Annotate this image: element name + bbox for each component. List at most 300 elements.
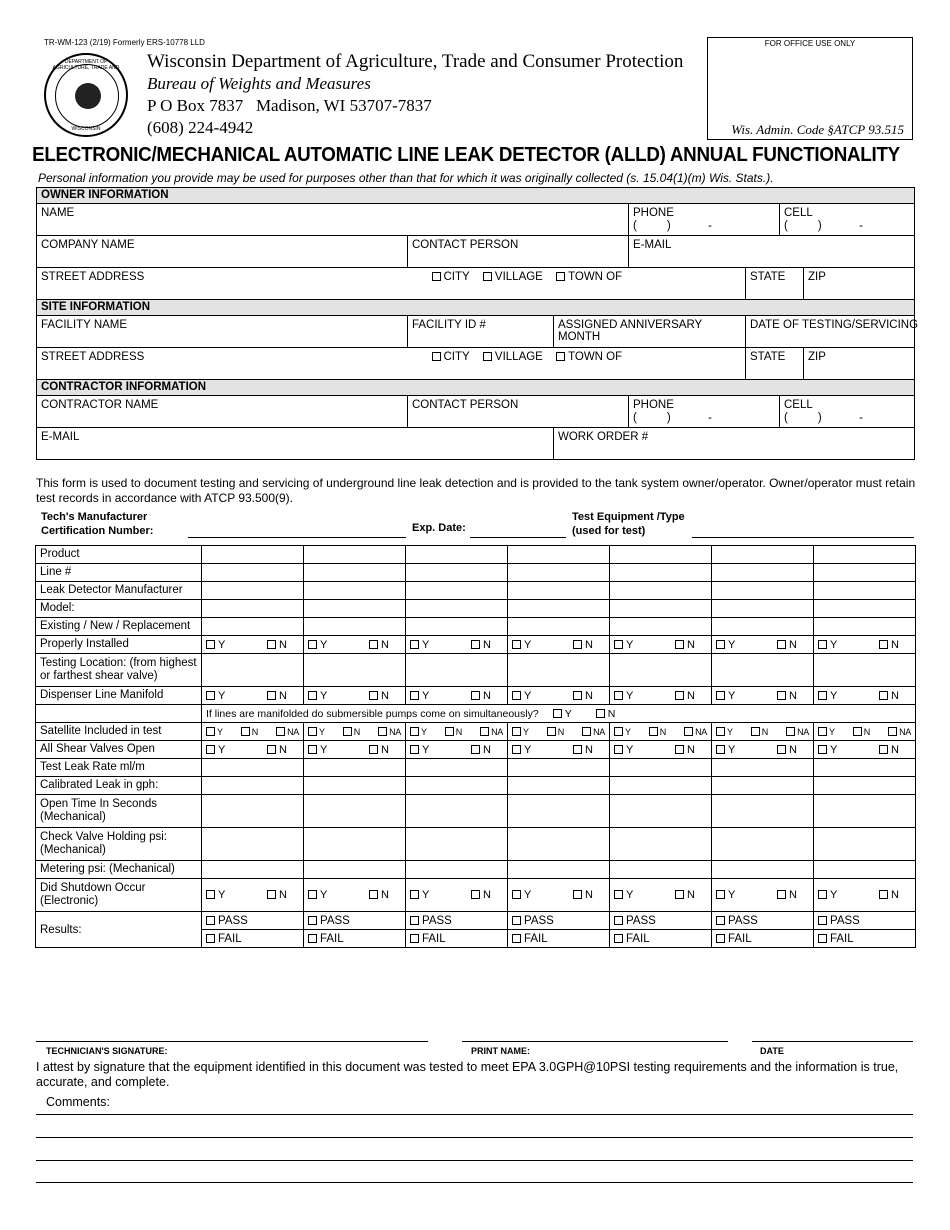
bureau-name: Bureau of Weights and Measures (147, 74, 371, 93)
grid-input-cell[interactable] (712, 861, 814, 879)
row-label: Metering psi: (Mechanical) (36, 861, 202, 879)
grid-input-cell[interactable] (814, 828, 916, 861)
row-label: Line # (36, 564, 202, 582)
no-checkbox[interactable]: N (853, 727, 870, 737)
no-checkbox[interactable]: N (879, 690, 899, 702)
grid-input-cell[interactable] (508, 654, 610, 687)
grid-input-cell[interactable] (712, 582, 814, 600)
grid-row-leak-rate (36, 759, 916, 777)
no-checkbox[interactable]: N (267, 889, 287, 901)
no-checkbox[interactable]: N (675, 889, 695, 901)
grid-yn-cell (304, 741, 406, 759)
yes-checkbox[interactable]: Y (716, 889, 735, 901)
row-label: Product (36, 546, 202, 564)
contractor-section-header: CONTRACTOR INFORMATION (37, 380, 915, 396)
row-label: Did Shutdown Occur (Electronic) (36, 879, 202, 912)
grid-row-location (36, 654, 916, 687)
site-section-header: SITE INFORMATION (37, 300, 915, 316)
no-checkbox[interactable]: N (879, 889, 899, 901)
grid-input-cell[interactable] (610, 795, 712, 828)
grid-input-cell[interactable] (712, 618, 814, 636)
yes-checkbox[interactable]: Y (410, 727, 427, 737)
grid-input-cell[interactable] (304, 600, 406, 618)
owner-state-field[interactable]: STATE (746, 268, 804, 300)
grid-ynna-cell (406, 723, 508, 741)
no-checkbox[interactable]: N (675, 744, 695, 756)
grid-input-cell[interactable] (712, 600, 814, 618)
grid-yn-cell (814, 687, 916, 705)
no-checkbox[interactable]: N (777, 889, 797, 901)
grid-input-cell[interactable] (202, 618, 304, 636)
owner-city-checkbox[interactable]: CITY (432, 271, 470, 283)
grid-yn-cell (508, 636, 610, 654)
no-checkbox[interactable]: N (471, 639, 491, 651)
grid-ynna-cell (814, 723, 916, 741)
test-equipment-label: Test Equipment /Type (used for test) (572, 511, 685, 537)
grid-input-cell[interactable] (712, 759, 814, 777)
row-label: Calibrated Leak in gph: (36, 777, 202, 795)
contractor-cell-field[interactable]: CELL ( ) - (780, 396, 915, 428)
owner-street-field[interactable]: STREET ADDRESS (37, 268, 408, 300)
fail-checkbox[interactable]: FAIL (304, 930, 406, 948)
fail-checkbox[interactable]: FAIL (610, 930, 712, 948)
grid-input-cell[interactable] (814, 600, 916, 618)
grid-yn-cell (202, 879, 304, 912)
grid-input-cell[interactable] (406, 828, 508, 861)
grid-input-cell[interactable] (202, 759, 304, 777)
yes-checkbox[interactable]: Y (614, 744, 633, 756)
grid-input-cell[interactable] (814, 582, 916, 600)
grid-input-cell[interactable] (814, 795, 916, 828)
grid-input-cell[interactable] (304, 564, 406, 582)
yes-checkbox[interactable]: Y (614, 889, 633, 901)
no-checkbox[interactable]: N (573, 690, 593, 702)
pass-checkbox[interactable]: PASS (610, 912, 712, 930)
grid-row-existing (36, 618, 916, 636)
grid-input-cell[interactable] (814, 861, 916, 879)
owner-cell-field[interactable]: CELL ( ) - (780, 204, 915, 236)
yes-checkbox[interactable]: Y (206, 889, 225, 901)
row-label: Testing Location: (from highest or farthest shear valve) (36, 654, 202, 687)
yes-checkbox[interactable]: Y (614, 639, 633, 651)
owner-municipality (408, 268, 746, 300)
state-seal-logo (44, 53, 128, 137)
grid-yn-cell (712, 741, 814, 759)
yes-checkbox[interactable]: Y (308, 639, 327, 651)
comments-line-2[interactable] (36, 1137, 913, 1138)
yes-checkbox[interactable]: Y (614, 690, 633, 702)
grid-input-cell[interactable] (712, 828, 814, 861)
form-purpose-note: This form is used to document testing and servicing of underground line leak detection and is provided to the tank system owner/operator. Owner/operator must retain test records in accordance with ATCP 93.500(9). (36, 476, 916, 505)
date-label: DATE (760, 1046, 784, 1056)
grid-input-cell[interactable] (202, 828, 304, 861)
comments-line-4[interactable] (36, 1182, 913, 1183)
grid-input-cell[interactable] (712, 795, 814, 828)
na-checkbox[interactable]: NA (276, 727, 299, 737)
grid-input-cell[interactable] (712, 564, 814, 582)
fail-checkbox[interactable]: FAIL (712, 930, 814, 948)
site-street-field[interactable]: STREET ADDRESS (37, 348, 408, 380)
yes-checkbox[interactable]: Y (614, 727, 631, 737)
grid-row-manifold-question (36, 705, 916, 723)
contractor-phone-field[interactable]: PHONE ( ) - (629, 396, 780, 428)
grid-row-product (36, 546, 916, 564)
work-order-field[interactable]: WORK ORDER # (554, 428, 915, 460)
grid-input-cell[interactable] (508, 861, 610, 879)
print-name-label: PRINT NAME: (471, 1046, 530, 1056)
grid-input-cell[interactable] (610, 582, 712, 600)
grid-input-cell[interactable] (406, 759, 508, 777)
yes-checkbox[interactable]: Y (716, 639, 735, 651)
grid-yn-cell (814, 879, 916, 912)
row-label: All Shear Valves Open (36, 741, 202, 759)
grid-yn-cell (508, 741, 610, 759)
grid-input-cell[interactable] (406, 564, 508, 582)
grid-input-cell[interactable] (202, 564, 304, 582)
grid-yn-cell (712, 636, 814, 654)
grid-input-cell[interactable] (508, 618, 610, 636)
manifold-no-checkbox[interactable]: N (596, 708, 616, 720)
technician-signature-input[interactable] (36, 1040, 428, 1042)
yes-checkbox[interactable]: Y (206, 727, 223, 737)
owner-phone-field[interactable]: PHONE ( ) - (629, 204, 780, 236)
print-name-input[interactable] (462, 1040, 728, 1042)
no-checkbox[interactable]: N (445, 727, 462, 737)
grid-yn-cell (610, 741, 712, 759)
grid-yn-cell (712, 687, 814, 705)
pass-checkbox[interactable]: PASS (508, 912, 610, 930)
signature-date-input[interactable] (752, 1040, 913, 1042)
grid-input-cell[interactable] (304, 582, 406, 600)
yes-checkbox[interactable]: Y (818, 727, 835, 737)
site-zip-field[interactable]: ZIP (804, 348, 915, 380)
no-checkbox[interactable]: N (573, 744, 593, 756)
yes-checkbox[interactable]: Y (308, 727, 325, 737)
grid-row-metering (36, 861, 916, 879)
grid-input-cell[interactable] (814, 564, 916, 582)
no-checkbox[interactable]: N (777, 639, 797, 651)
grid-input-cell[interactable] (814, 759, 916, 777)
no-checkbox[interactable]: N (369, 639, 389, 651)
grid-input-cell[interactable] (610, 861, 712, 879)
tech-cert-input[interactable] (188, 536, 406, 538)
grid-input-cell[interactable] (610, 777, 712, 795)
yes-checkbox[interactable]: Y (716, 727, 733, 737)
yes-checkbox[interactable]: Y (308, 690, 327, 702)
manifold-question: If lines are manifolded do submersible pumps come on simultaneously? Y N (202, 705, 916, 723)
na-checkbox[interactable]: NA (378, 727, 401, 737)
no-checkbox[interactable]: N (573, 639, 593, 651)
grid-input-cell[interactable] (610, 654, 712, 687)
form-id: TR-WM-123 (2/19) Formerly ERS-10778 LLD (44, 38, 205, 47)
site-village-checkbox[interactable]: VILLAGE (483, 351, 543, 363)
grid-yn-cell (610, 687, 712, 705)
owner-company-field[interactable]: COMPANY NAME (37, 236, 408, 268)
grid-input-cell[interactable] (814, 618, 916, 636)
no-checkbox[interactable]: N (675, 639, 695, 651)
grid-yn-cell (304, 687, 406, 705)
na-checkbox[interactable]: NA (684, 727, 707, 737)
grid-yn-cell (406, 741, 508, 759)
grid-yn-cell (202, 741, 304, 759)
no-checkbox[interactable]: N (573, 889, 593, 901)
pass-checkbox[interactable]: PASS (202, 912, 304, 930)
yes-checkbox[interactable]: Y (206, 690, 225, 702)
grid-yn-cell (610, 636, 712, 654)
yes-checkbox[interactable]: Y (308, 744, 327, 756)
seal-top-text: DEPARTMENT OF AGRICULTURE, TRADE AND (52, 59, 120, 71)
na-checkbox[interactable]: NA (786, 727, 809, 737)
fail-checkbox[interactable]: FAIL (202, 930, 304, 948)
no-checkbox[interactable]: N (751, 727, 768, 737)
owner-village-checkbox[interactable]: VILLAGE (483, 271, 543, 283)
test-results-grid (35, 545, 916, 948)
yes-checkbox[interactable]: Y (410, 744, 429, 756)
grid-input-cell[interactable] (508, 564, 610, 582)
yes-checkbox[interactable]: Y (512, 889, 531, 901)
row-label: Results: (36, 912, 202, 948)
agency-phone: (608) 224-4942 (147, 118, 254, 137)
grid-ynna-cell (508, 723, 610, 741)
grid-yn-cell (304, 636, 406, 654)
exp-date-input[interactable] (470, 536, 566, 538)
grid-yn-cell (304, 879, 406, 912)
owner-town-checkbox[interactable]: TOWN OF (556, 271, 622, 283)
grid-yn-cell (406, 687, 508, 705)
grid-input-cell[interactable] (406, 654, 508, 687)
no-checkbox[interactable]: N (777, 744, 797, 756)
office-use-label: FOR OFFICE USE ONLY (764, 39, 856, 48)
no-checkbox[interactable]: N (369, 690, 389, 702)
row-label: Satellite Included in test (36, 723, 202, 741)
date-testing-field[interactable]: DATE OF TESTING/SERVICING (746, 316, 915, 348)
yes-checkbox[interactable]: Y (818, 889, 837, 901)
grid-input-cell[interactable] (406, 795, 508, 828)
row-label: Leak Detector Manufacturer (36, 582, 202, 600)
grid-input-cell[interactable] (202, 600, 304, 618)
contractor-email-field[interactable]: E-MAIL (37, 428, 554, 460)
grid-input-cell[interactable] (712, 777, 814, 795)
contractor-name-field[interactable]: CONTRACTOR NAME (37, 396, 408, 428)
grid-row-manifold (36, 687, 916, 705)
owner-name-field[interactable]: NAME (37, 204, 629, 236)
no-checkbox[interactable]: N (267, 639, 287, 651)
contractor-contact-field[interactable]: CONTACT PERSON (408, 396, 629, 428)
grid-yn-cell (202, 636, 304, 654)
yes-checkbox[interactable]: Y (716, 744, 735, 756)
owner-contact-field[interactable]: CONTACT PERSON (408, 236, 629, 268)
no-checkbox[interactable]: N (547, 727, 564, 737)
grid-input-cell[interactable] (712, 546, 814, 564)
no-checkbox[interactable]: N (675, 690, 695, 702)
grid-row-shear (36, 741, 916, 759)
site-city-checkbox[interactable]: CITY (432, 351, 470, 363)
site-state-field[interactable]: STATE (746, 348, 804, 380)
grid-input-cell[interactable] (610, 618, 712, 636)
grid-row-model (36, 600, 916, 618)
no-checkbox[interactable]: N (343, 727, 360, 737)
na-checkbox[interactable]: NA (582, 727, 605, 737)
yes-checkbox[interactable]: Y (308, 889, 327, 901)
grid-input-cell[interactable] (610, 564, 712, 582)
grid-yn-cell (712, 879, 814, 912)
yes-checkbox[interactable]: Y (410, 889, 429, 901)
grid-input-cell[interactable] (610, 828, 712, 861)
pass-checkbox[interactable]: PASS (304, 912, 406, 930)
grid-input-cell[interactable] (508, 828, 610, 861)
row-label: Check Valve Holding psi: (Mechanical) (36, 828, 202, 861)
grid-input-cell[interactable] (202, 795, 304, 828)
office-use-box (707, 37, 913, 140)
grid-cell-blank (36, 705, 202, 723)
info-table (36, 187, 919, 460)
agency-address: P O Box 7837 Madison, WI 53707-7837 (147, 96, 432, 115)
grid-input-cell[interactable] (304, 546, 406, 564)
grid-ynna-cell (202, 723, 304, 741)
facility-id-field[interactable]: FACILITY ID # (408, 316, 554, 348)
no-checkbox[interactable]: N (369, 744, 389, 756)
no-checkbox[interactable]: N (471, 690, 491, 702)
grid-input-cell[interactable] (304, 861, 406, 879)
grid-yn-cell (406, 636, 508, 654)
fail-checkbox[interactable]: FAIL (814, 930, 916, 948)
test-equipment-input[interactable] (692, 536, 914, 538)
grid-row-results-pass (36, 912, 916, 930)
grid-input-cell[interactable] (406, 600, 508, 618)
seal-bottom-text: WISCONSIN (71, 126, 101, 132)
anniversary-month-field[interactable]: ASSIGNED ANNIVERSARY MONTH (554, 316, 746, 348)
pass-checkbox[interactable]: PASS (406, 912, 508, 930)
grid-input-cell[interactable] (304, 654, 406, 687)
grid-row-satellite (36, 723, 916, 741)
no-checkbox[interactable]: N (777, 690, 797, 702)
owner-zip-field[interactable]: ZIP (804, 268, 915, 300)
yes-checkbox[interactable]: Y (206, 744, 225, 756)
site-town-checkbox[interactable]: TOWN OF (556, 351, 622, 363)
grid-input-cell[interactable] (508, 795, 610, 828)
no-checkbox[interactable]: N (471, 889, 491, 901)
grid-input-cell[interactable] (814, 546, 916, 564)
grid-input-cell[interactable] (406, 618, 508, 636)
attestation-text: I attest by signature that the equipment identified in this document was tested to meet EPA 3.0GPH@10PSI testing requirements and the information is true, accurate, and complete. (36, 1060, 899, 1089)
grid-input-cell[interactable] (508, 582, 610, 600)
grid-row-manufacturer (36, 582, 916, 600)
row-label: Model: (36, 600, 202, 618)
grid-input-cell[interactable] (508, 546, 610, 564)
grid-input-cell[interactable] (202, 582, 304, 600)
grid-input-cell[interactable] (610, 546, 712, 564)
comments-label: Comments: (46, 1095, 110, 1109)
facility-name-field[interactable]: FACILITY NAME (37, 316, 408, 348)
grid-input-cell[interactable] (202, 546, 304, 564)
manifold-yes-checkbox[interactable]: Y (553, 708, 572, 720)
yes-checkbox[interactable]: Y (512, 690, 531, 702)
grid-row-open-time (36, 795, 916, 828)
no-checkbox[interactable]: N (267, 744, 287, 756)
na-checkbox[interactable]: NA (888, 727, 911, 737)
comments-line-1[interactable] (36, 1114, 913, 1115)
yes-checkbox[interactable]: Y (512, 744, 531, 756)
grid-row-calibrated (36, 777, 916, 795)
grid-input-cell[interactable] (406, 777, 508, 795)
no-checkbox[interactable]: N (267, 690, 287, 702)
no-checkbox[interactable]: N (471, 744, 491, 756)
owner-email-field[interactable]: E-MAIL (629, 236, 915, 268)
pass-checkbox[interactable]: PASS (712, 912, 814, 930)
grid-input-cell[interactable] (814, 777, 916, 795)
technician-signature-label: TECHNICIAN'S SIGNATURE: (46, 1046, 168, 1056)
grid-row-installed (36, 636, 916, 654)
na-checkbox[interactable]: NA (480, 727, 503, 737)
owner-section-header: OWNER INFORMATION (37, 188, 915, 204)
yes-checkbox[interactable]: Y (410, 639, 429, 651)
admin-code: Wis. Admin. Code §ATCP 93.515 (731, 122, 904, 137)
grid-input-cell[interactable] (304, 795, 406, 828)
grid-input-cell[interactable] (406, 546, 508, 564)
yes-checkbox[interactable]: Y (410, 690, 429, 702)
grid-input-cell[interactable] (406, 861, 508, 879)
yes-checkbox[interactable]: Y (818, 690, 837, 702)
grid-row-shutdown (36, 879, 916, 912)
exp-date-label: Exp. Date: (412, 522, 466, 534)
yes-checkbox[interactable]: Y (818, 744, 837, 756)
no-checkbox[interactable]: N (649, 727, 666, 737)
grid-input-cell[interactable] (304, 828, 406, 861)
grid-input-cell[interactable] (304, 759, 406, 777)
grid-input-cell[interactable] (508, 600, 610, 618)
grid-yn-cell (814, 636, 916, 654)
grid-input-cell[interactable] (304, 618, 406, 636)
grid-yn-cell (508, 879, 610, 912)
grid-ynna-cell (304, 723, 406, 741)
fail-checkbox[interactable]: FAIL (406, 930, 508, 948)
grid-input-cell[interactable] (610, 759, 712, 777)
no-checkbox[interactable]: N (879, 639, 899, 651)
yes-checkbox[interactable]: Y (512, 727, 529, 737)
grid-input-cell[interactable] (202, 777, 304, 795)
grid-input-cell[interactable] (304, 777, 406, 795)
row-label: Existing / New / Replacement (36, 618, 202, 636)
no-checkbox[interactable]: N (879, 744, 899, 756)
no-checkbox[interactable]: N (241, 727, 258, 737)
grid-yn-cell (508, 687, 610, 705)
yes-checkbox[interactable]: Y (818, 639, 837, 651)
grid-ynna-cell (712, 723, 814, 741)
grid-row-line (36, 564, 916, 582)
grid-input-cell[interactable] (508, 777, 610, 795)
fail-checkbox[interactable]: FAIL (508, 930, 610, 948)
tech-cert-label: Tech's Manufacturer Certification Number: (41, 511, 154, 537)
grid-input-cell[interactable] (202, 861, 304, 879)
grid-input-cell[interactable] (508, 759, 610, 777)
grid-input-cell[interactable] (610, 600, 712, 618)
grid-input-cell[interactable] (202, 654, 304, 687)
site-municipality (408, 348, 746, 380)
row-label: Test Leak Rate ml/m (36, 759, 202, 777)
yes-checkbox[interactable]: Y (716, 690, 735, 702)
grid-input-cell[interactable] (814, 654, 916, 687)
yes-checkbox[interactable]: Y (206, 639, 225, 651)
grid-input-cell[interactable] (712, 654, 814, 687)
privacy-notice: Personal information you provide may be used for purposes other than that for which it was originally collected (s. 15.04(1)(m) Wis. Stats.). (38, 171, 774, 185)
yes-checkbox[interactable]: Y (512, 639, 531, 651)
comments-line-3[interactable] (36, 1160, 913, 1161)
row-label: Open Time In Seconds (Mechanical) (36, 795, 202, 828)
pass-checkbox[interactable]: PASS (814, 912, 916, 930)
grid-input-cell[interactable] (406, 582, 508, 600)
grid-yn-cell (406, 879, 508, 912)
no-checkbox[interactable]: N (369, 889, 389, 901)
